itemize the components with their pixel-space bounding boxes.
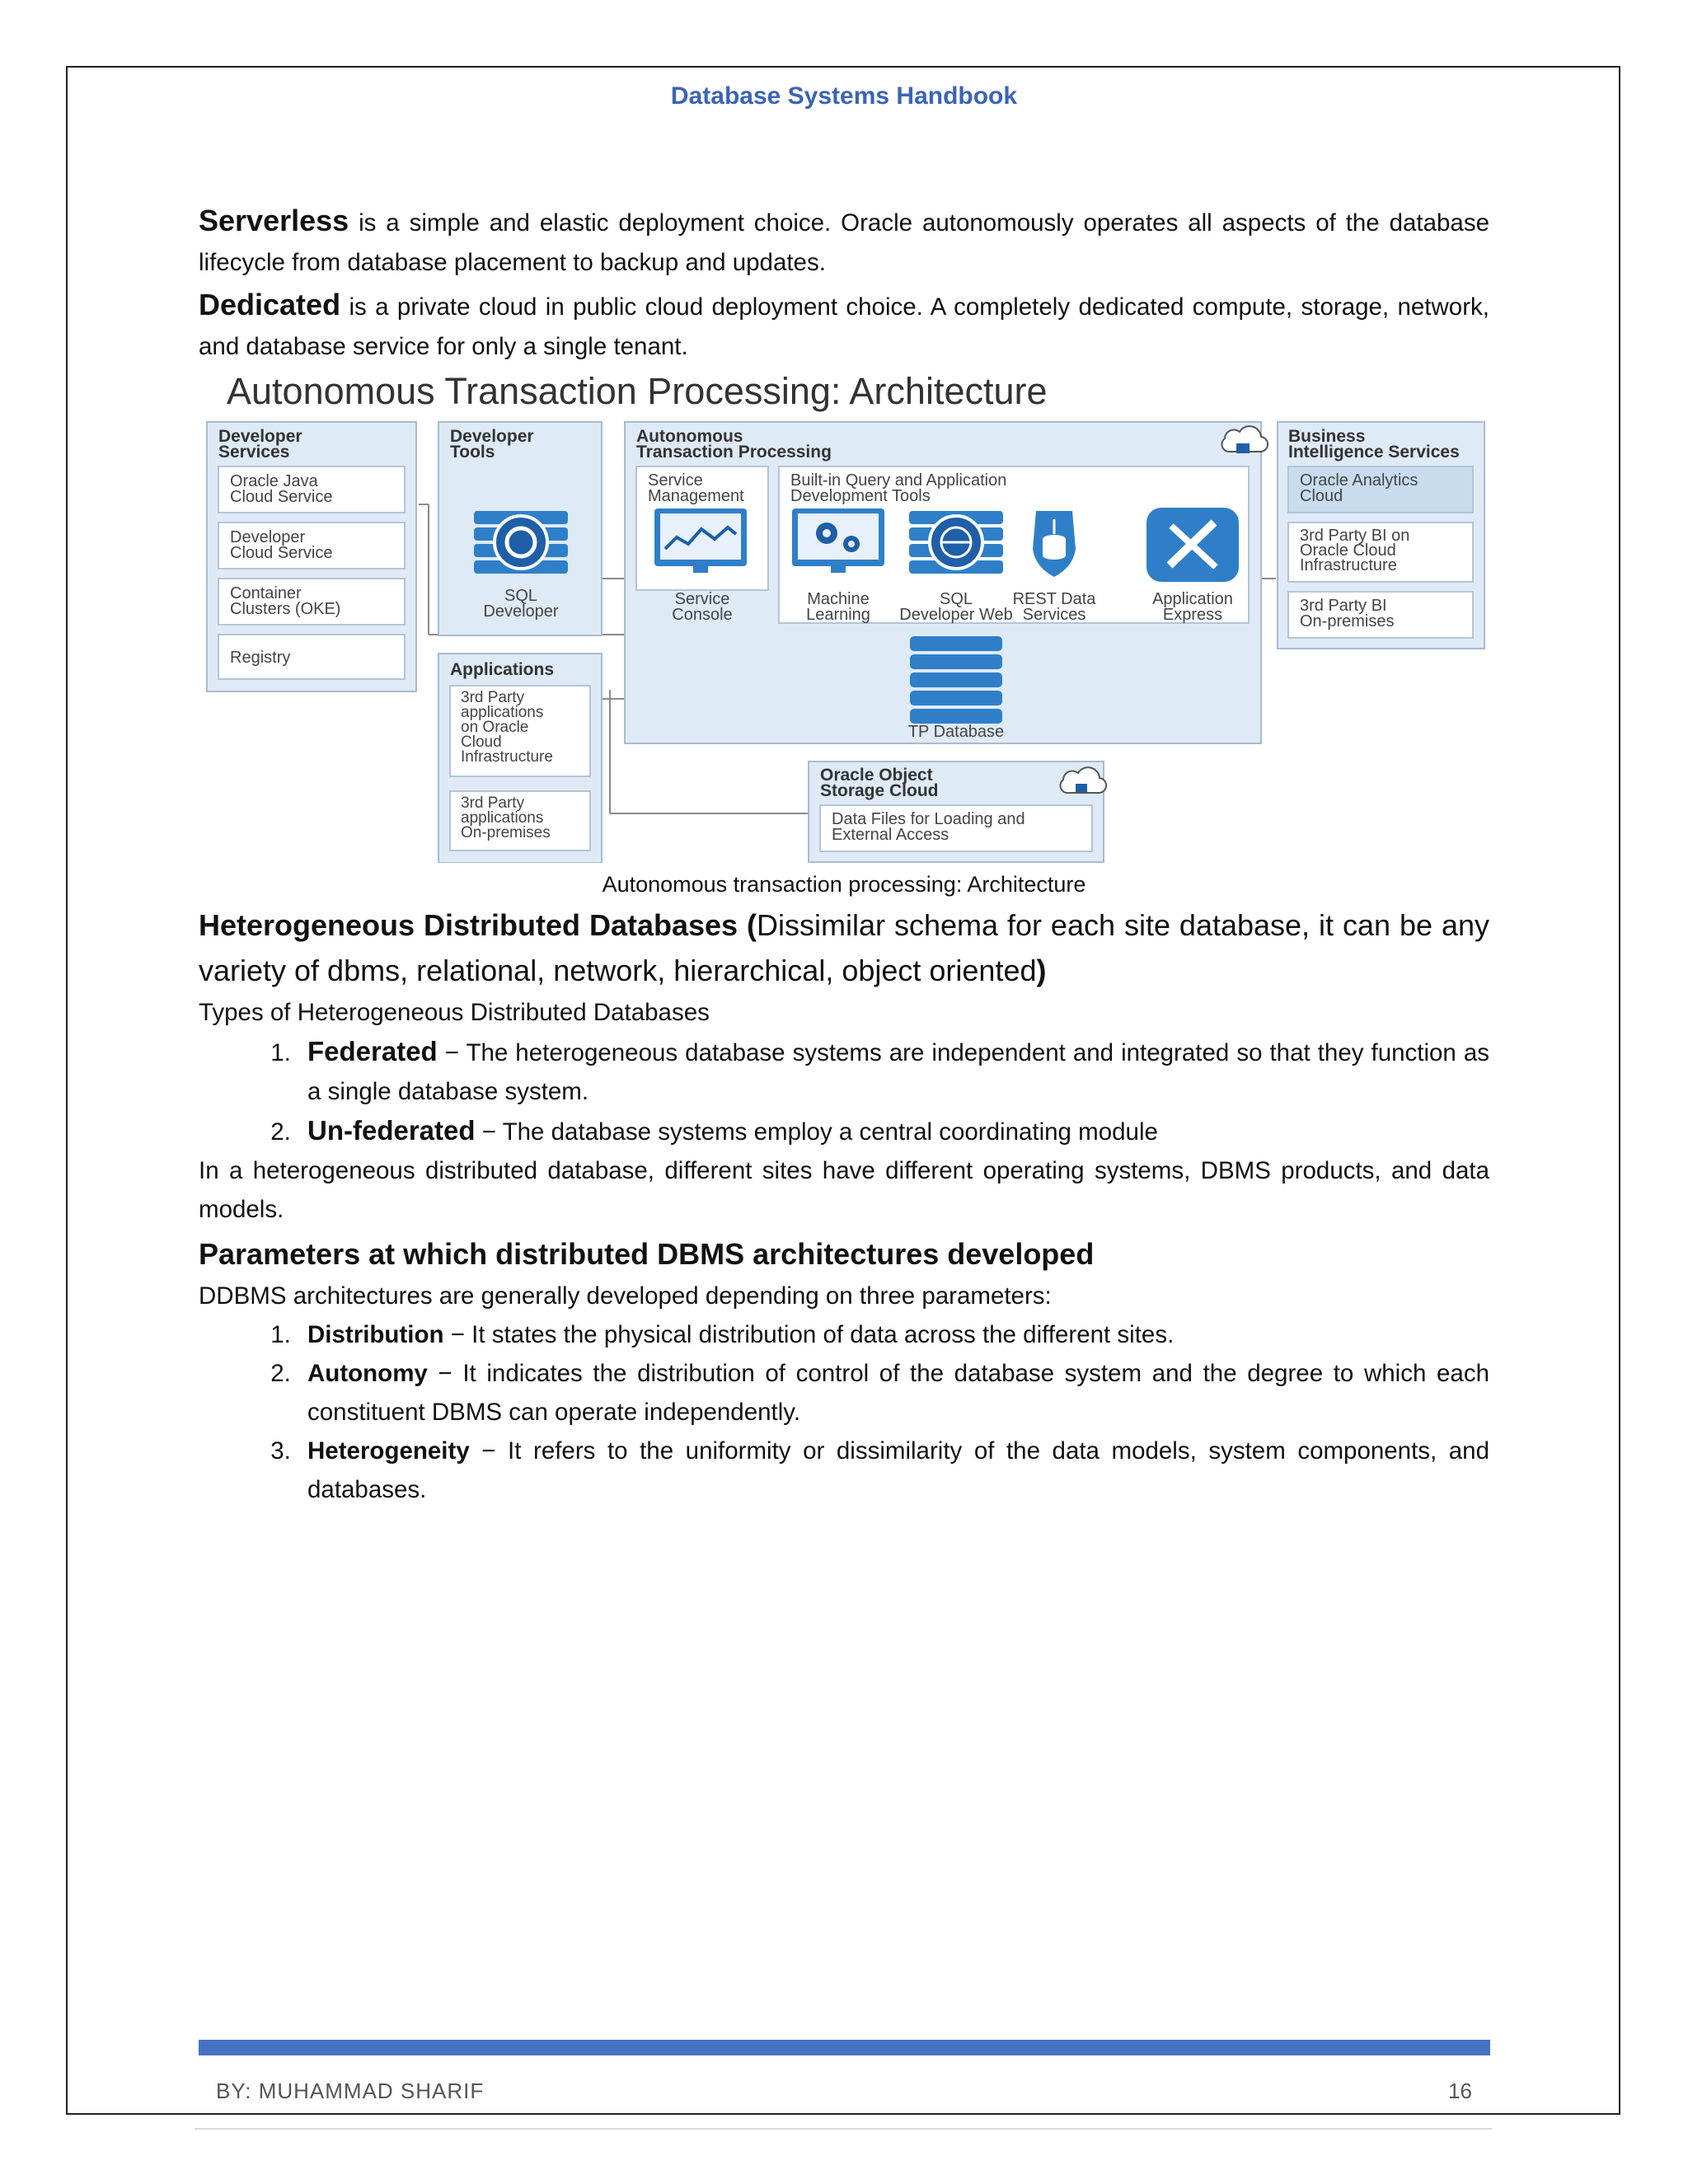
developer-services-heading-1: Developer	[218, 427, 302, 446]
object-storage-heading-1: Oracle Object	[820, 766, 933, 785]
running-header: Database Systems Handbook	[670, 82, 1018, 110]
distribution-term: Distribution	[307, 1321, 444, 1348]
object-storage-heading-2: Storage Cloud	[820, 781, 939, 800]
page-content	[199, 198, 1489, 1509]
federated-term: Federated	[307, 1036, 438, 1066]
container-clusters-line-1: Container	[230, 584, 302, 602]
heterogeneity-term: Heterogeneity	[307, 1437, 470, 1465]
dedicated-paragraph	[199, 282, 1489, 366]
apps-onprem-line-3: On-premises	[461, 824, 551, 841]
sql-developer-line-2: Developer	[483, 602, 559, 621]
applications-heading: Applications	[450, 660, 555, 679]
list-item	[298, 1315, 1489, 1354]
hetero-heading	[199, 902, 1489, 993]
params-intro: DDBMS architectures are generally developed depending on three parameters:	[199, 1282, 1052, 1310]
diagram-title: Autonomous Transaction Processing: Architecture	[227, 370, 1048, 412]
developer-services-heading-2: Services	[218, 443, 290, 462]
list-item	[298, 1354, 1489, 1432]
serverless-term: Serverless	[199, 204, 349, 237]
unfederated-text: − The database systems employ a central coordinating module	[475, 1118, 1158, 1146]
federated-text: − The heterogeneous database systems are independent and integrated so that they function as a single database system.	[307, 1039, 1489, 1105]
container-clusters-line-2: Clusters (OKE)	[230, 600, 341, 618]
heterogeneity-text: − It refers to the uniformity or dissimilarity of the data models, system components, and databases.	[307, 1437, 1489, 1503]
params-list	[199, 1315, 1489, 1509]
apps-onprem-line-1: 3rd Party	[461, 794, 525, 812]
developer-cloud-line-1: Developer	[230, 528, 306, 546]
service-management-line-2: Management	[648, 487, 744, 505]
application-express-line-2: Express	[1162, 606, 1223, 624]
application-express-icon	[1146, 508, 1239, 582]
hetero-heading-bold: Heterogeneous Distributed Databases (	[199, 908, 757, 942]
service-console-line-1: Service	[674, 590, 730, 608]
list-item	[298, 1111, 1489, 1151]
rest-data-services-line-1: REST Data	[1012, 590, 1096, 608]
tp-database-label: TP Database	[907, 723, 1005, 741]
page-bottom-rule	[195, 2128, 1492, 2130]
service-console-icon	[654, 509, 747, 573]
sql-developer-web-line-1: SQL	[939, 590, 973, 608]
service-console-line-2: Console	[672, 606, 733, 624]
apps-oci-line-1: 3rd Party	[461, 689, 525, 706]
apps-oci-line-4: Cloud	[461, 733, 502, 751]
bi-oci-line-2: Oracle Cloud	[1300, 541, 1396, 560]
footer-author: BY: MUHAMMAD SHARIF	[216, 2079, 485, 2103]
serverless-text: is a simple and elastic deployment choice. Oracle autonomously operates all aspects of the database lifecycle from database placement to backup and updates.	[199, 209, 1489, 276]
page-number: 16	[1448, 2079, 1472, 2103]
hetero-summary: In a heterogeneous distributed database, different sites have different operating systems, DBMS products, and data models.	[199, 1157, 1489, 1223]
oracle-analytics-line-2: Cloud	[1300, 487, 1343, 505]
hetero-heading-normal: Dissimilar schema for each site database, it can be any variety of dbms, relational, network, hierarchical, object oriented	[199, 908, 1489, 987]
dedicated-term: Dedicated	[199, 288, 341, 321]
sql-developer-line-1: SQL	[504, 587, 538, 605]
bi-heading-1: Business	[1288, 427, 1366, 446]
footer-bar	[199, 2040, 1490, 2055]
serverless-paragraph	[199, 198, 1489, 282]
atp-architecture-diagram	[199, 364, 1489, 863]
atp-architecture-svg	[199, 364, 1489, 863]
oracle-java-line-1: Oracle Java	[230, 472, 318, 490]
tp-database-icon	[910, 636, 1002, 724]
machine-learning-line-1: Machine	[807, 590, 870, 608]
rest-data-services-line-2: Services	[1022, 606, 1086, 624]
apps-oci-line-3: on Oracle	[461, 719, 529, 736]
hetero-heading-close: )	[1036, 954, 1047, 987]
hetero-types-list	[199, 1032, 1489, 1151]
apps-oci-line-5: Infrastructure	[461, 748, 553, 766]
registry-label: Registry	[230, 649, 291, 667]
atp-heading-2: Transaction Processing	[636, 443, 832, 462]
bi-heading-2: Intelligence Services	[1288, 443, 1460, 462]
data-files-line-1: Data Files for Loading and	[832, 810, 1025, 828]
data-files-line-2: External Access	[832, 826, 950, 844]
developer-cloud-line-2: Cloud Service	[230, 544, 333, 562]
oracle-analytics-line-1: Oracle Analytics	[1300, 471, 1418, 490]
developer-tools-heading-1: Developer	[450, 427, 534, 446]
bi-onprem-line-2: On-premises	[1300, 612, 1395, 630]
builtin-tools-line-1: Built-in Query and Application	[790, 471, 1007, 490]
apps-onprem-line-2: applications	[461, 809, 544, 827]
diagram-caption: Autonomous transaction processing: Architecture	[602, 872, 1086, 897]
oracle-java-line-2: Cloud Service	[230, 488, 333, 506]
developer-tools-heading-2: Tools	[450, 443, 495, 462]
machine-learning-line-2: Learning	[806, 606, 870, 624]
bi-onprem-line-1: 3rd Party BI	[1300, 597, 1387, 615]
autonomy-term: Autonomy	[307, 1360, 428, 1387]
params-heading: Parameters at which distributed DBMS architectures developed	[199, 1237, 1095, 1271]
sql-developer-web-line-2: Developer Web	[899, 606, 1013, 624]
builtin-tools-line-2: Development Tools	[790, 487, 931, 505]
application-express-line-1: Application	[1152, 590, 1233, 608]
atp-heading-1: Autonomous	[636, 427, 743, 446]
machine-learning-icon	[792, 509, 884, 573]
bi-oci-line-1: 3rd Party BI on	[1300, 527, 1410, 545]
apps-oci-line-2: applications	[461, 704, 544, 721]
unfederated-term: Un-federated	[307, 1115, 476, 1146]
list-item	[298, 1432, 1489, 1509]
service-management-line-1: Service	[648, 471, 703, 490]
autonomy-text: − It indicates the distribution of control of the database system and the degree to which each constituent DBMS can operate independently.	[307, 1360, 1489, 1426]
bi-oci-line-3: Infrastructure	[1300, 556, 1397, 574]
distribution-text: − It states the physical distribution of data across the different sites.	[443, 1321, 1175, 1348]
hetero-types-label: Types of Heterogeneous Distributed Databases	[199, 999, 710, 1026]
list-item	[298, 1032, 1489, 1111]
dedicated-text: is a private cloud in public cloud deployment choice. A completely dedicated compute, storage, network, and database service for only a single tenant.	[199, 293, 1489, 360]
